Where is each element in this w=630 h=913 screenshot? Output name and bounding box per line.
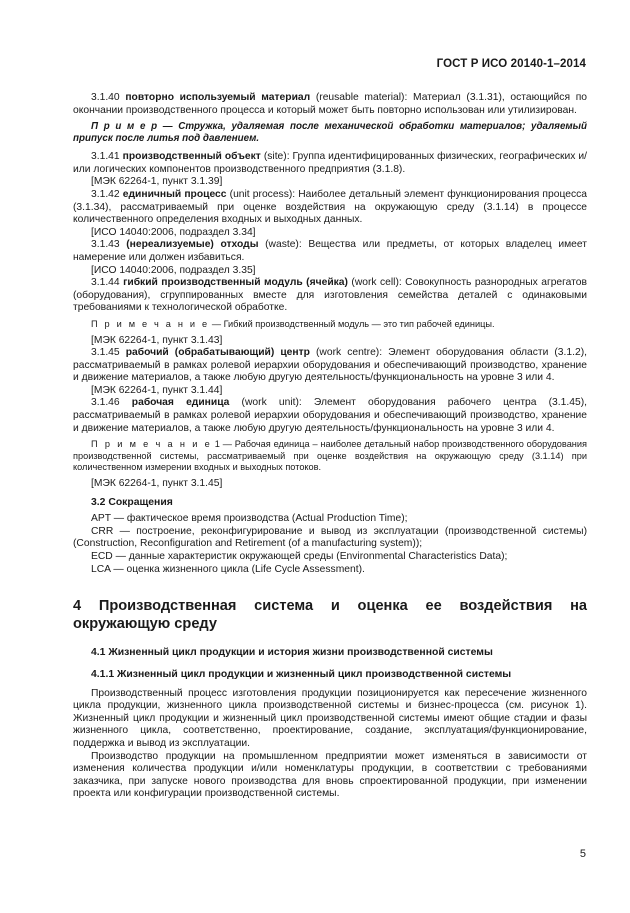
source-3-1-46: [МЭК 62264-1, пункт 3.1.45] [91,478,223,490]
term-3-1-40: 3.1.40 повторно используемый материал (reusable material): Материал (3.1.31), остающийся по окончании производственного процесса и который может быть повторно использован или утилизирован. [73,92,587,116]
section-4-1-1-title: 4.1.1 Жизненный цикл продукции и жизненный цикл производственной системы [91,668,512,680]
term-3-1-44: 3.1.44 гибкий производственный модуль (ячейка) (work cell): Совокупность разнородных агрегатов (оборудования), сгруппированных вместе для изготовления семейства деталей с одинаковыми требованиями к технологической обработке. [73,277,587,314]
source-3-1-44: [МЭК 62264-1, пункт 3.1.43] [91,334,223,346]
abbr-ecd: ECD — данные характеристик окружающей среды (Environmental Characteristics Data); [91,551,508,562]
page-content [73,92,587,801]
note-3-1-46: П р и м е ч а н и е 1 — Рабочая единица – наиболее детальный набор производственного оборудования производственной системы, рассматриваемый при оценке воздействия на окружающую среду (3.1.14) при количественном измерении входных и выходных потоков. [73,439,587,473]
source-3-1-41: [МЭК 62264-1, пункт 3.1.39] [91,176,223,188]
page-number: 5 [579,848,586,860]
source-3-1-43: [ИСО 14040:2006, подраздел 3.35] [91,264,256,276]
term-3-1-42: 3.1.42 единичный процесс (unit process): Наиболее детальный элемент функционирования процесса (3.1.34), рассматриваемый при оценке воздействия на окружающую среду (3.1.14) в процессе количественного определения входных и выходных данных. [73,188,587,226]
term-name: повторно используемый материал [125,92,311,103]
term-3-1-41: 3.1.41 производственный объект (site): Группа идентифицированных физических, географических и/или логических компонентов производственного предприятия (3.1.8). [73,151,587,175]
term-name: единичный процесс [122,188,227,200]
standard-header: ГОСТ Р ИСО 20140-1–2014 [436,58,586,70]
source-3-1-42: [ИСО 14040:2006, подраздел 3.34] [91,226,256,238]
term-name: производственный объект [122,151,261,163]
abbr-apt: APT — фактическое время производства (Actual Production Time); [91,513,408,525]
abbr-lca: LCA — оценка жизненного цикла (Life Cycle Assessment). [91,563,365,575]
section-4-1-title: 4.1 Жизненный цикл продукции и история жизни производственной системы [91,647,493,659]
term-3-1-45: 3.1.45 рабочий (обрабатывающий) центр (work centre): Элемент оборудования области (3.1.2), рассматриваемый в рамках ролевой иерархии оборудования и обеспечивающий производство, хранение и движение материалов, а также любую другую деятельность/функциональность на уровне 3 или 4. [73,347,587,384]
paragraph-2: Производство продукции на промышленном предприятии может изменяться в зависимости от изменения количества продукции и/или номенклатуры продукции, в соответствии с требованиями заказчика, при запуске нового производства для вновь спроектированной продукции, при изменении проекта или конфигурации производственной системы. [73,750,587,800]
source-3-1-45: [МЭК 62264-1, пункт 3.1.44] [91,384,223,396]
paragraph-1: Производственный процесс изготовления продукции позиционируется как пересечение жизненного цикла продукции, жизненного цикла производственной системы и бизнес-процесса (см. рисунок 1). Жизненный цикл продукции и жизненный цикл производственной системы имеют общие стадии и фазы жизненного цикла, соответственно, проектирование, создание, эксплуатация/функционирование, поддержка и вывод из эксплуатации. [73,687,587,749]
term-name: (нереализуемые) отходы [126,239,259,251]
term-name: гибкий производственный модуль (ячейка) [123,277,348,289]
term-name: рабочая единица [131,397,230,409]
section-4-title: 4 Производственная система и оценка ее воздействия на окружающую среду [73,598,587,632]
term-3-1-43: 3.1.43 (нереализуемые) отходы (waste): Вещества или предметы, от которых владелец имеет намерение или должен избавиться. [73,239,587,263]
term-name: рабочий (обрабатывающий) центр [125,347,310,359]
abbr-crr: CRR — построение, реконфигурирование и вывод из эксплуатации (производственной системы) (Construction, Reconfiguration and Retirement (of a manufacturing system)); [73,525,587,550]
term-3-1-46: 3.1.46 рабочая единица (work unit): Элемент оборудования рабочего центра (3.1.45), рассматриваемый в рамках ролевой иерархии оборудования и обеспечивающий производство, хранение и движение материалов, а также любую другую деятельность/функциональность на уровне 3 или 4. [73,397,587,434]
abbreviations-heading: 3.2 Сокращения [91,496,173,508]
example-3-1-40: П р и м е р — Стружка, удаляемая после механической обработки материалов; удаляемый припуск после литья под давлением. [73,121,587,145]
note-3-1-44: П р и м е ч а н и е — Гибкий производственный модуль — это тип рабочей единицы. [91,318,495,329]
